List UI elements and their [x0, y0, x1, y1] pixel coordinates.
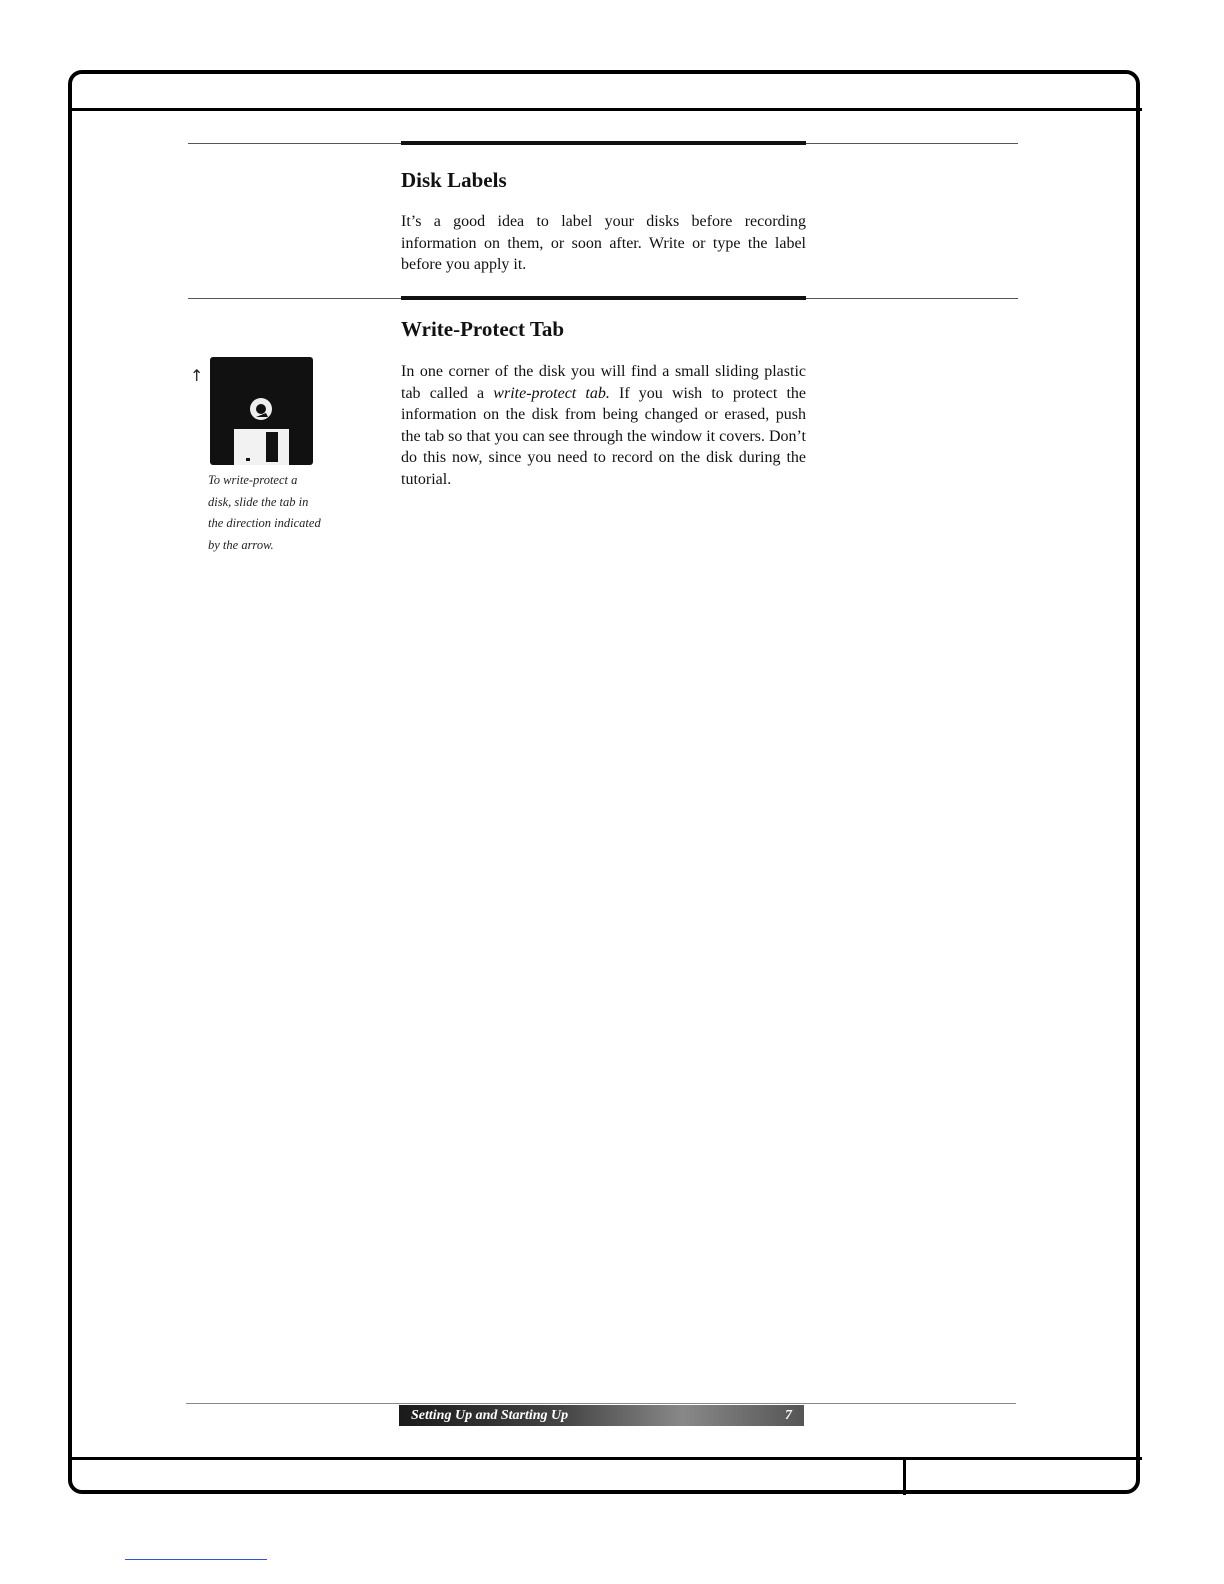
page-number: 7 — [785, 1407, 792, 1423]
footer-rule-thin — [186, 1403, 1016, 1404]
section-heading-write-protect: Write-Protect Tab — [401, 317, 565, 341]
section-body-disk-labels: It’s a good idea to label your disks before recording information on them, or soon after. Write or type the label before you apply it. — [401, 213, 806, 273]
footer-chapter-title: Setting Up and Starting Up — [411, 1407, 569, 1423]
bottom-link-underline — [125, 1559, 267, 1560]
section-heading-disk-labels: Disk Labels — [401, 168, 507, 192]
section-rule-thick — [401, 141, 806, 145]
frame-top-rule — [70, 108, 1142, 111]
frame-divider — [903, 1459, 906, 1495]
section-rule-thick — [401, 296, 806, 300]
frame-bottom-rule — [70, 1457, 1142, 1460]
figure-caption: To write-protect a disk, slide the tab in the direction indicated by the arrow. — [208, 473, 321, 552]
arrow-up-icon: ↑ — [190, 366, 204, 385]
floppy-disk-icon — [210, 357, 313, 465]
write-protect-term: write-protect tab. — [493, 384, 610, 402]
footer-bar — [399, 1405, 804, 1426]
section-body-write-protect: In one corner of the disk you will find a small sliding plastic tab called a write-protect tab. If you wish to protect the information on the disk from being changed or erased, push the tab so that you can see through the window it covers. Don’t do this now, since you need to record on the disk during the tutorial. — [401, 363, 807, 488]
page-frame — [68, 70, 1140, 1494]
